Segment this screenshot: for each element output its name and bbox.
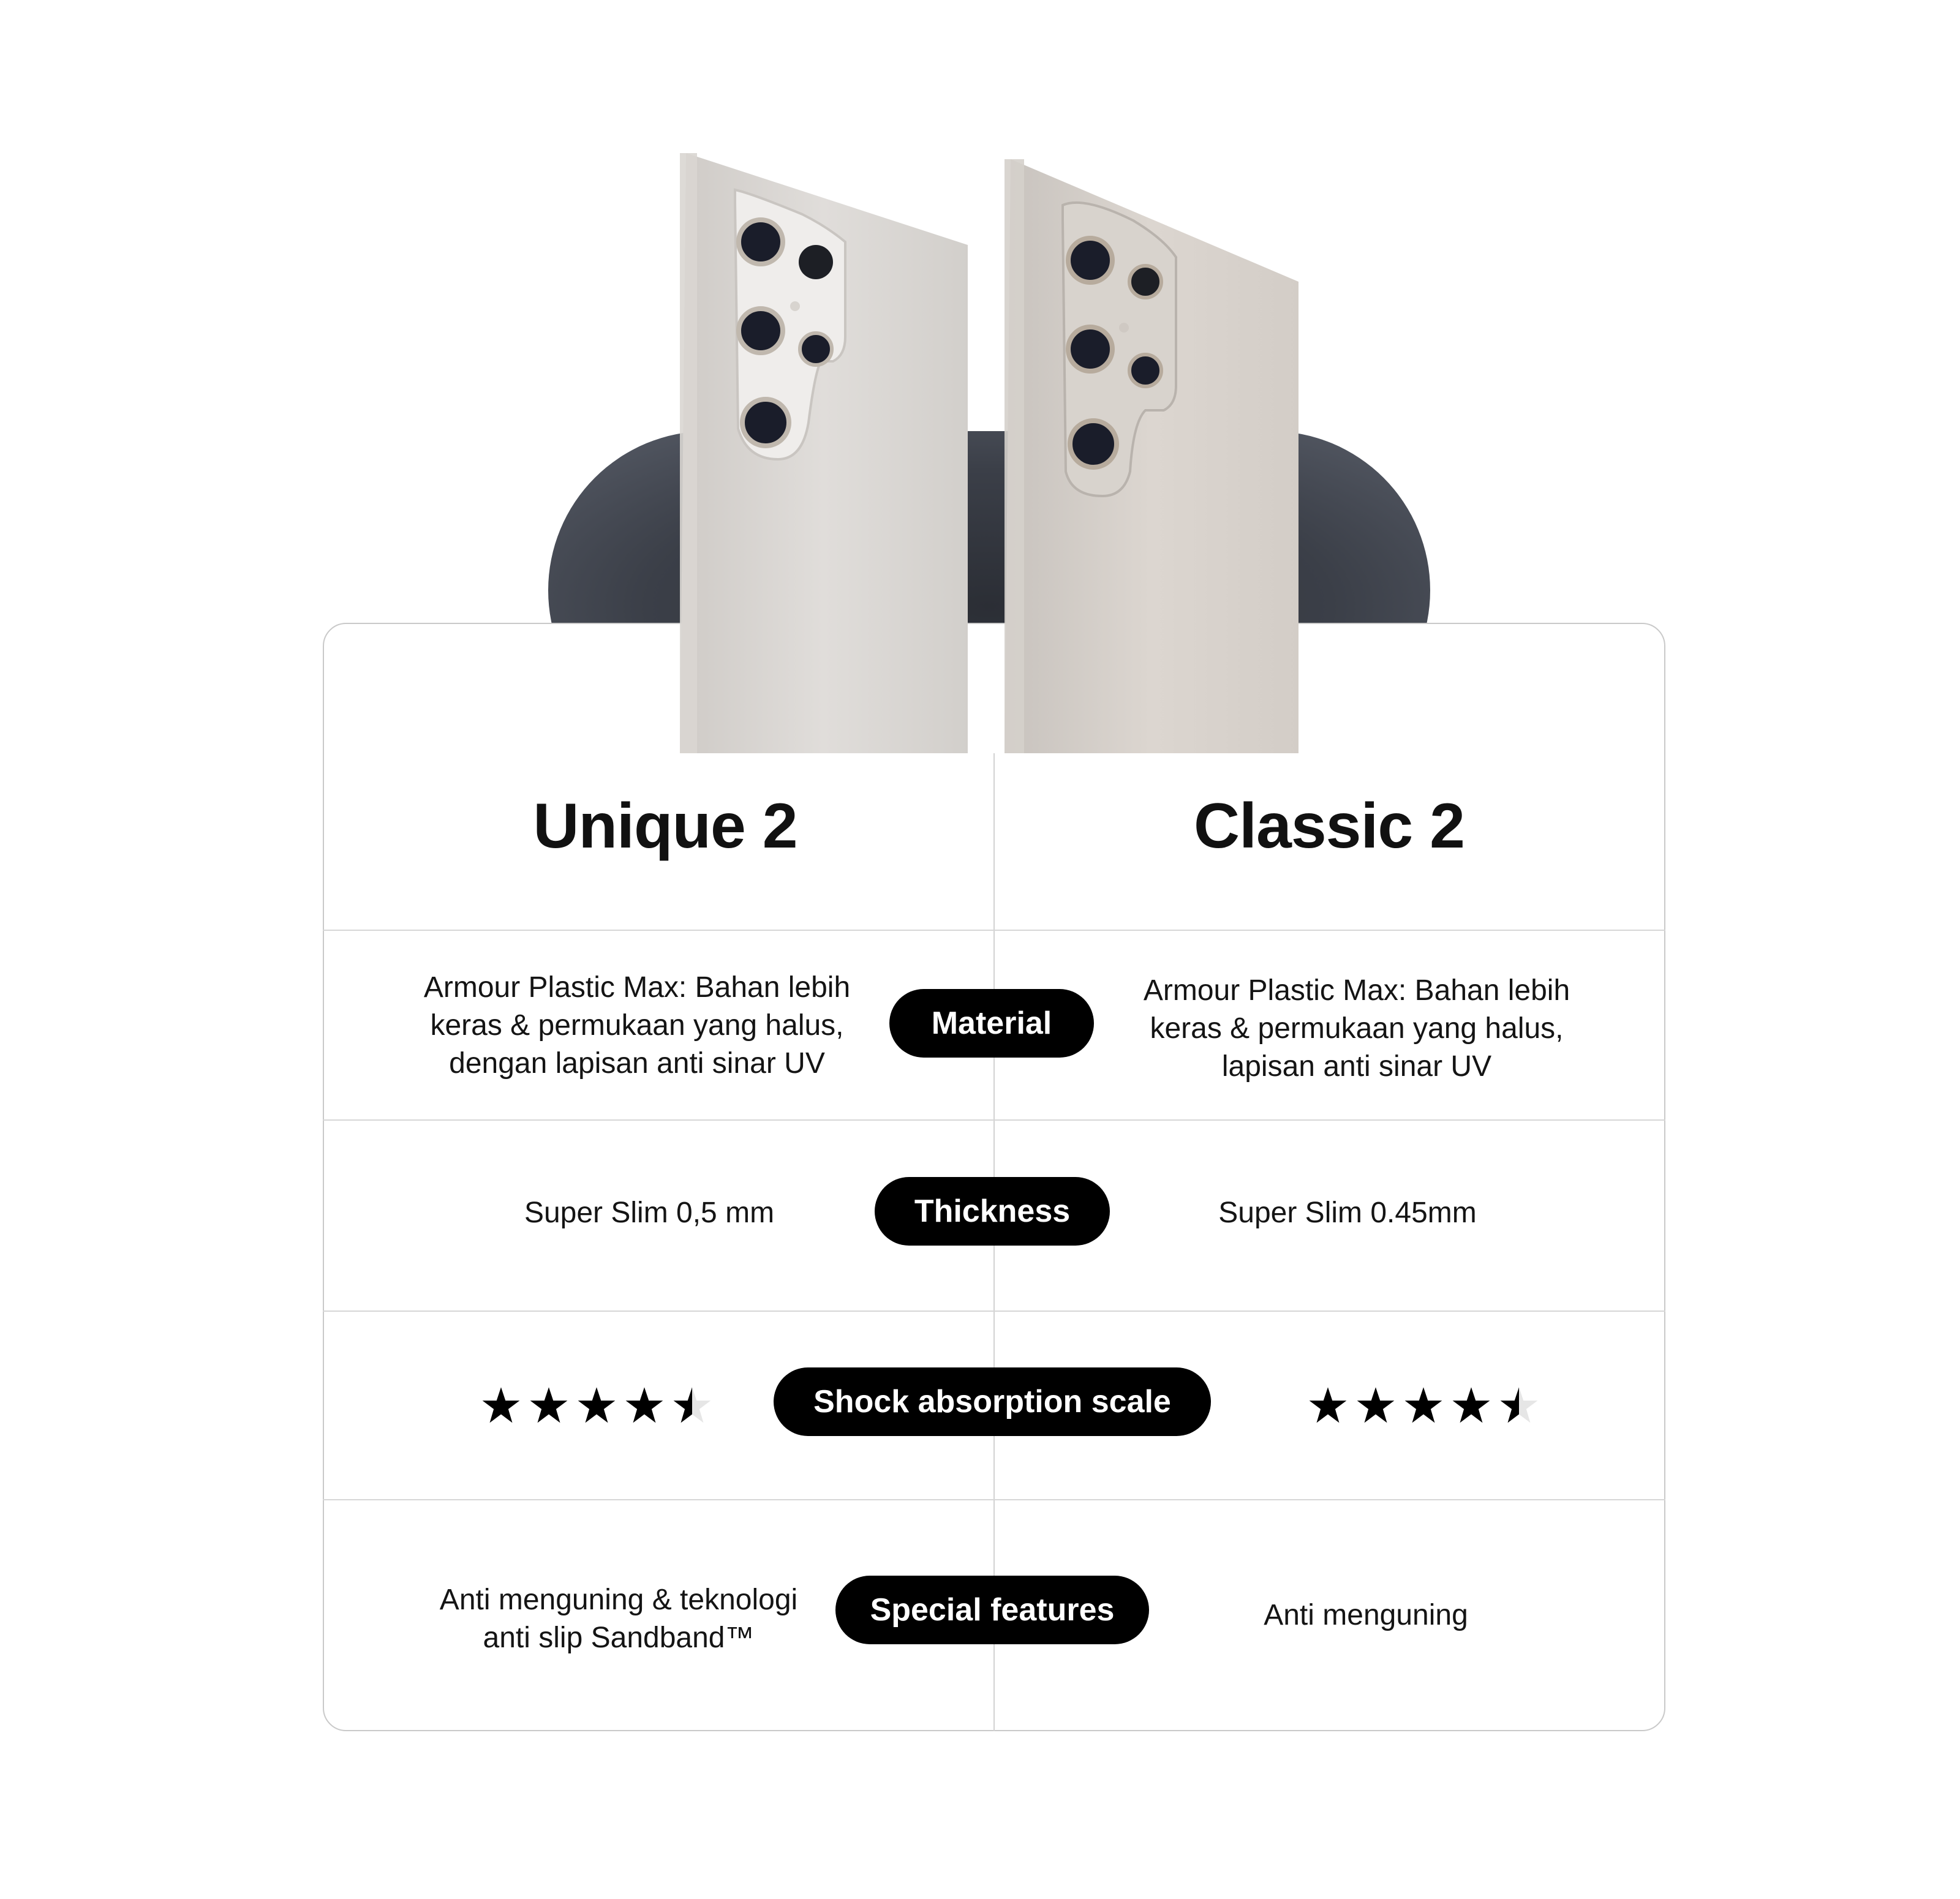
thickness-label: Thickness	[875, 1177, 1110, 1246]
star-icon	[624, 1385, 665, 1426]
unique-2-phone-image	[674, 141, 1005, 753]
classic-2-phone-image	[992, 153, 1311, 753]
star-icon	[529, 1385, 569, 1426]
star-icon	[1308, 1385, 1348, 1426]
star-icon	[672, 1385, 712, 1426]
row-divider	[323, 1499, 1665, 1500]
special-features-classic-2: Anti menguning	[1264, 1599, 1468, 1631]
special-features-label: Special features	[835, 1576, 1149, 1644]
star-icon	[1403, 1385, 1444, 1426]
material-unique-2: Armour Plastic Max: Bahan lebih keras & permukaan yang halus, dengan lapisan anti sinar UV	[423, 971, 851, 1080]
star-icon	[481, 1385, 521, 1426]
rating-stars-unique-2	[481, 1385, 712, 1426]
star-icon	[576, 1385, 617, 1426]
product-title-classic-2: Classic 2	[1194, 791, 1464, 862]
thickness-classic-2: Super Slim 0.45mm	[1218, 1197, 1477, 1229]
product-title-unique-2: Unique 2	[533, 791, 797, 862]
star-icon	[1451, 1385, 1491, 1426]
rating-stars-classic-2	[1308, 1385, 1539, 1426]
row-divider	[323, 1119, 1665, 1121]
special-features-unique-2: Anti menguning & teknologi anti slip Sandband™	[439, 1584, 798, 1654]
row-divider	[323, 1310, 1665, 1312]
row-divider	[323, 930, 1665, 931]
star-icon	[1499, 1385, 1539, 1426]
shock-absorption-label: Shock absorption scale	[774, 1367, 1211, 1436]
material-label: Material	[889, 989, 1094, 1058]
thickness-unique-2: Super Slim 0,5 mm	[524, 1197, 775, 1229]
star-icon	[1355, 1385, 1396, 1426]
material-classic-2: Armour Plastic Max: Bahan lebih keras & permukaan yang halus, lapisan anti sinar UV	[1143, 974, 1570, 1083]
